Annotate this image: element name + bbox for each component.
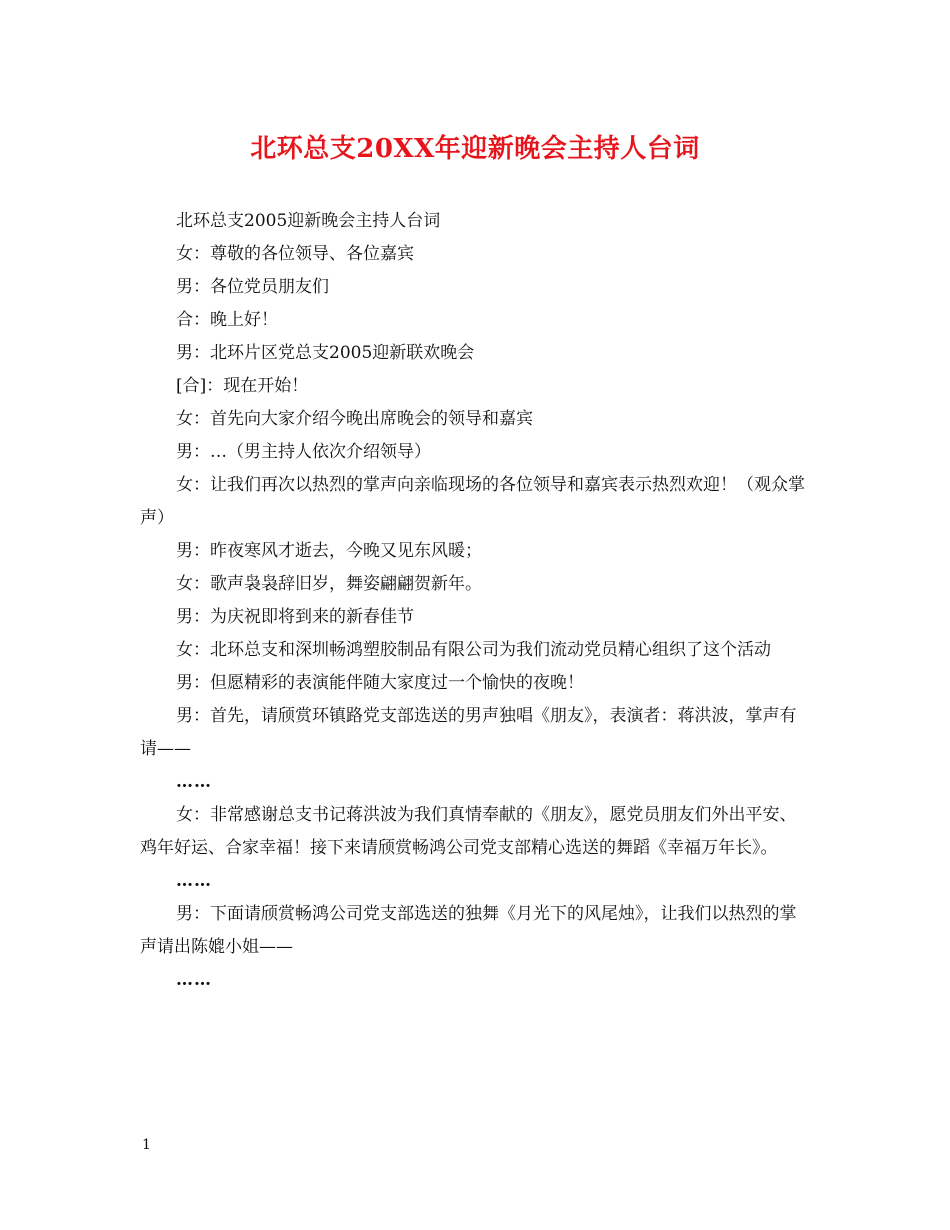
paragraph: 女：非常感谢总支书记蒋洪波为我们真情奉献的《朋友》，愿党员朋友们外出平安、鸡年好运、合家幸福！接下来请颀赏畅鸿公司党支部精心选送的舞蹈《幸福万年长》。: [140, 805, 797, 858]
paragraph: 女：歌声袅袅辞旧岁，舞姿翩翩贺新年。: [176, 574, 482, 594]
ellipsis-separator: ……: [176, 772, 212, 792]
paragraph: 男：北环片区党总支2005迎新联欢晚会: [176, 343, 475, 363]
ellipsis-separator: ……: [176, 871, 212, 891]
page-number: 1: [142, 1137, 151, 1153]
paragraph: 北环总支2005迎新晚会主持人台词: [176, 211, 441, 231]
ellipsis-separator: ……: [176, 970, 212, 990]
paragraph: 合：晚上好！: [176, 310, 278, 330]
paragraph: 男：下面请颀赏畅鸿公司党支部选送的独舞《月光下的风尾烛》，让我们以热烈的掌声请出陈媲小姐——: [140, 904, 797, 957]
document-body: [140, 205, 810, 997]
paragraph: 男：各位党员朋友们: [176, 277, 329, 297]
paragraph: 女：首先向大家介绍今晚出席晚会的领导和嘉宾: [176, 409, 533, 429]
paragraph: [合]：现在开始！: [176, 376, 309, 396]
paragraph: 男：首先，请颀赏环镇路党支部选送的男声独唱《朋友》，表演者：蒋洪波，掌声有请——: [140, 706, 797, 759]
document-title: 北环总支20XX年迎新晚会主持人台词: [250, 134, 700, 164]
paragraph: 男：昨夜寒风才逝去，今晚又见东风暖；: [176, 541, 482, 561]
paragraph: 女：尊敬的各位领导、各位嘉宾: [176, 244, 414, 264]
paragraph: 男：但愿精彩的表演能伴随大家度过一个愉快的夜晚！: [176, 673, 584, 693]
paragraph: 男：为庆祝即将到来的新春佳节: [176, 607, 414, 627]
paragraph: 女：北环总支和深圳畅鸿塑胶制品有限公司为我们流动党员精心组织了这个活动: [176, 640, 771, 660]
paragraph: 女：让我们再次以热烈的掌声向亲临现场的各位领导和嘉宾表示热烈欢迎！（观众掌声）: [140, 475, 805, 528]
paragraph: 男：…（男主持人依次介绍领导）: [176, 442, 431, 462]
